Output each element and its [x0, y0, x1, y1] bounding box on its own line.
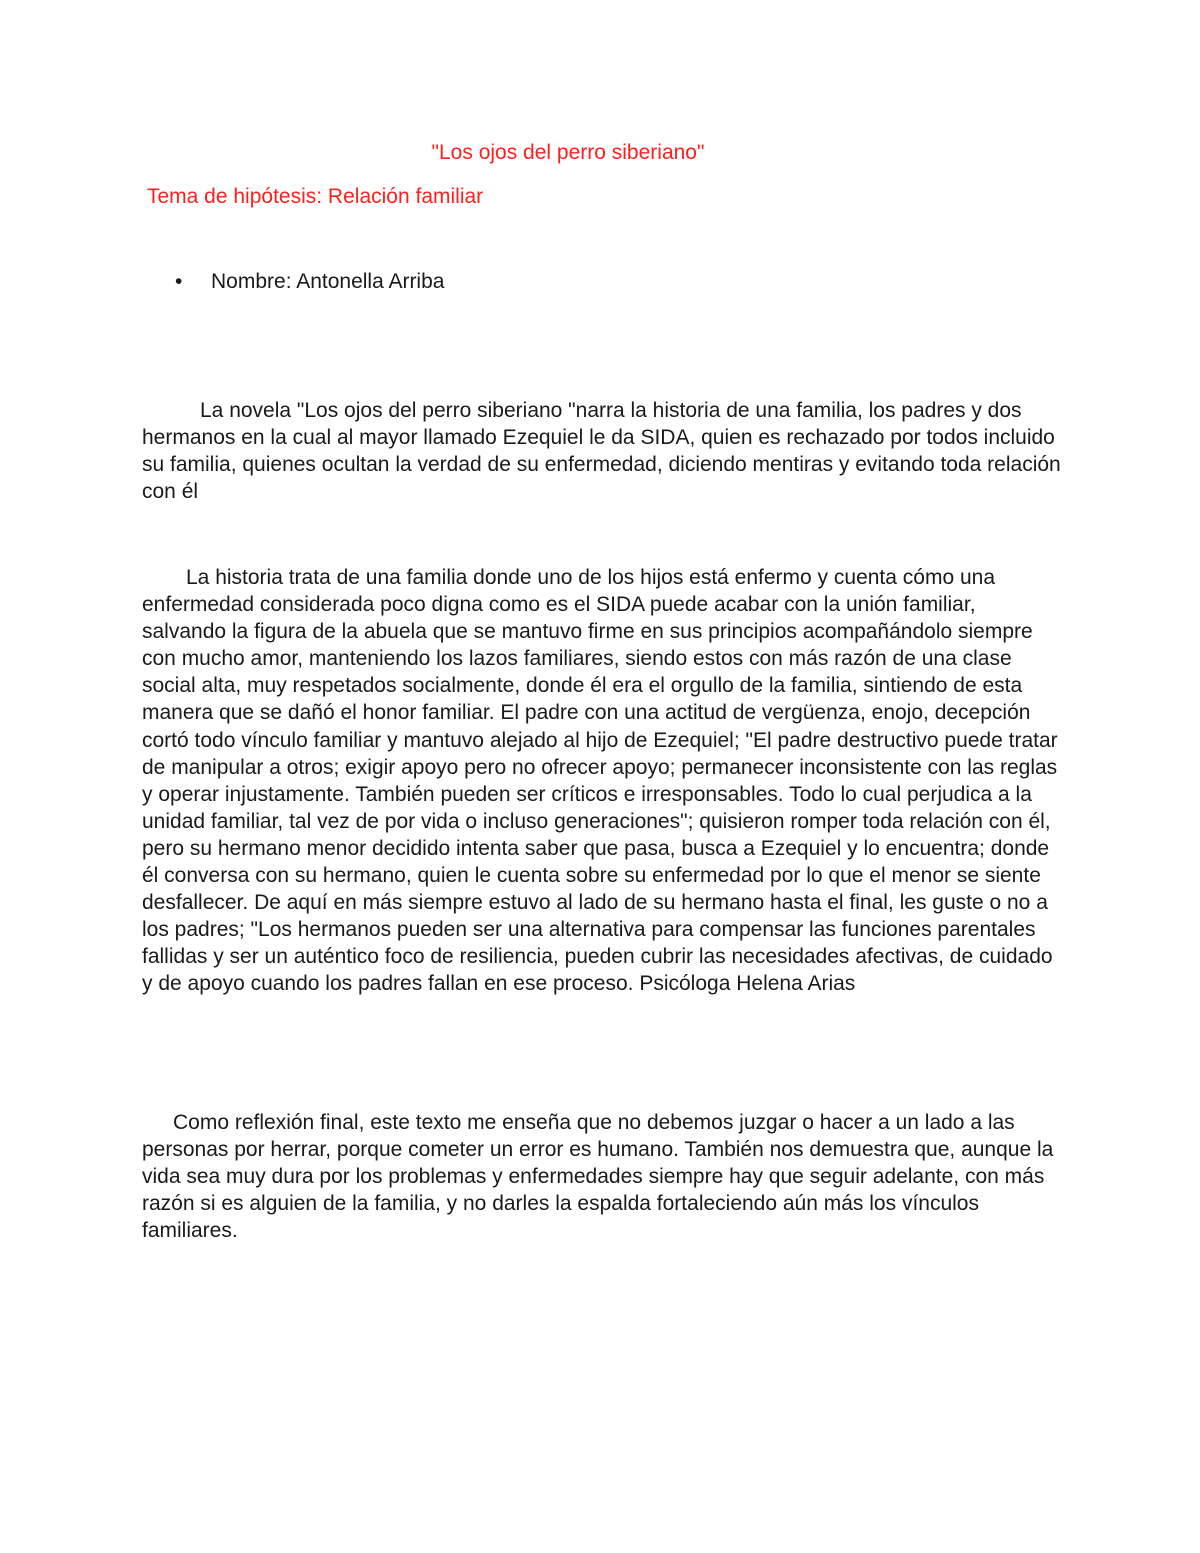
author-list-item — [175, 270, 444, 294]
document-subtitle: Tema de hipótesis: Relación familiar — [147, 185, 484, 208]
author-name: Nombre: Antonella Arriba — [211, 270, 445, 293]
paragraph-intro: La novela "Los ojos del perro siberiano "narra la historia de una familia, los padres y dos hermanos en la cual al mayor llamado Ezequiel le da SIDA, quien es rechazado por todos incluido su familia, quienes ocultan la verdad de su enfermedad, diciendo mentiras y evitando toda relación con él — [142, 399, 1061, 504]
paragraph-conclusion: Como reflexión final, este texto me enseña que no debemos juzgar o hacer a un lado a las personas por herrar, porque cometer un error es humano. También nos demuestra que, aunque la vida sea muy dura por los problemas y enfermedades siempre hay que seguir adelante, con más razón si es alguien de la familia, y no darles la espalda fortaleciendo aún más los vínculos familiares. — [142, 1111, 1054, 1243]
document-title: "Los ojos del perro siberiano" — [431, 141, 705, 164]
paragraph-body: La historia trata de una familia donde uno de los hijos está enfermo y cuenta cómo una enfermedad considerada poco digna como es el SIDA puede acabar con la unión familiar, salvando la figura de la abuela que se mantuvo firme en sus principios acompañándolo siempre con mucho amor, manteniendo los lazos familiares, siendo estos con más razón de una clase social alta, muy respetados socialmente, donde él era el orgullo de la familia, sintiendo de esta manera que se dañó el honor familiar. El padre con una actitud de vergüenza, enojo, decepción cortó todo vínculo familiar y mantuvo alejado al hijo de Ezequiel; "El padre destructivo puede tratar de manipular a otros; exigir apoyo pero no ofrecer apoyo; permanecer inconsistente con las reglas y operar injustamente. También pueden ser críticos e irresponsables. Todo lo cual perjudica a la unidad familiar, tal vez de por vida o incluso generaciones"; quisieron romper toda relación con él, pero su hermano menor decidido intenta saber que pasa, busca a Ezequiel y lo encuentra; donde él conversa con su hermano, quien le cuenta sobre su enfermedad por lo que el menor se siente desfallecer. De aquí en más siempre estuvo al lado de su hermano hasta el final, les guste o no a los padres; "Los hermanos pueden ser una alternativa para compensar las funciones parentales fallidas y ser un auténtico foco de resiliencia, pueden cubrir las necesidades afectivas, de cuidado y de apoyo cuando los padres fallan en ese proceso. Psicóloga Helena Arias — [142, 566, 1058, 996]
bullet-icon: • — [175, 270, 183, 293]
